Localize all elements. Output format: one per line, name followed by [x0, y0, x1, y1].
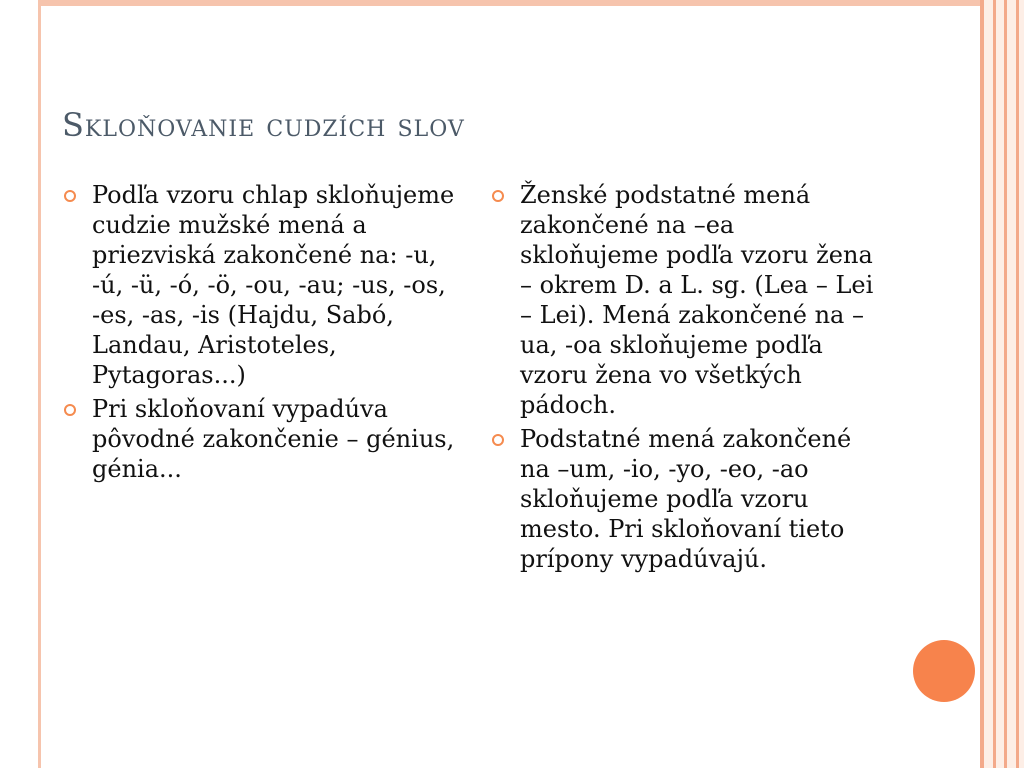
right-column-list — [490, 180, 880, 578]
list-item-text: Ženské podstatné mená zakončené na –ea skloňujeme podľa vzoru žena – okrem D. a L. sg. (Lea – Lei – Lei). Mená zakončené na –ua, -oa skloňujeme podľa vzoru žena vo všetkých pádoch. — [520, 181, 874, 419]
ring-bullet-icon — [64, 404, 76, 416]
frame-stripe — [980, 0, 984, 768]
list-item — [62, 394, 460, 484]
list-item-text: Podstatné mená zakončené na –um, -io, -yo, -eo, -ao skloňujeme podľa vzoru mesto. Pri skloňovaní tieto prípony vypadúvajú. — [520, 425, 852, 573]
list-item — [490, 180, 880, 420]
ring-bullet-icon — [492, 190, 504, 202]
orange-circle-decoration — [913, 640, 975, 702]
list-item — [62, 180, 460, 390]
frame-top-line — [38, 0, 983, 6]
slide-title: Skloňovanie cudzích slov — [62, 106, 465, 144]
frame-stripe — [1004, 0, 1007, 768]
frame-stripe — [1016, 0, 1019, 768]
left-column-list — [62, 180, 460, 488]
frame-left-line — [38, 0, 41, 768]
ring-bullet-icon — [64, 190, 76, 202]
list-item-text: Podľa vzoru chlap skloňujeme cudzie mužské mená a priezviská zakončené na: -u, -ú, -ü, -ó, -ö, -ou, -au; -us, -os, -es, -as, -is (Hajdu, Sabó, Landau, Aristoteles, Pytagoras...) — [92, 181, 455, 389]
frame-stripe — [993, 0, 996, 768]
list-item-text: Pri skloňovaní vypadúva pôvodné zakončenie – génius, génia... — [92, 395, 455, 483]
ring-bullet-icon — [492, 434, 504, 446]
list-item — [490, 424, 880, 574]
